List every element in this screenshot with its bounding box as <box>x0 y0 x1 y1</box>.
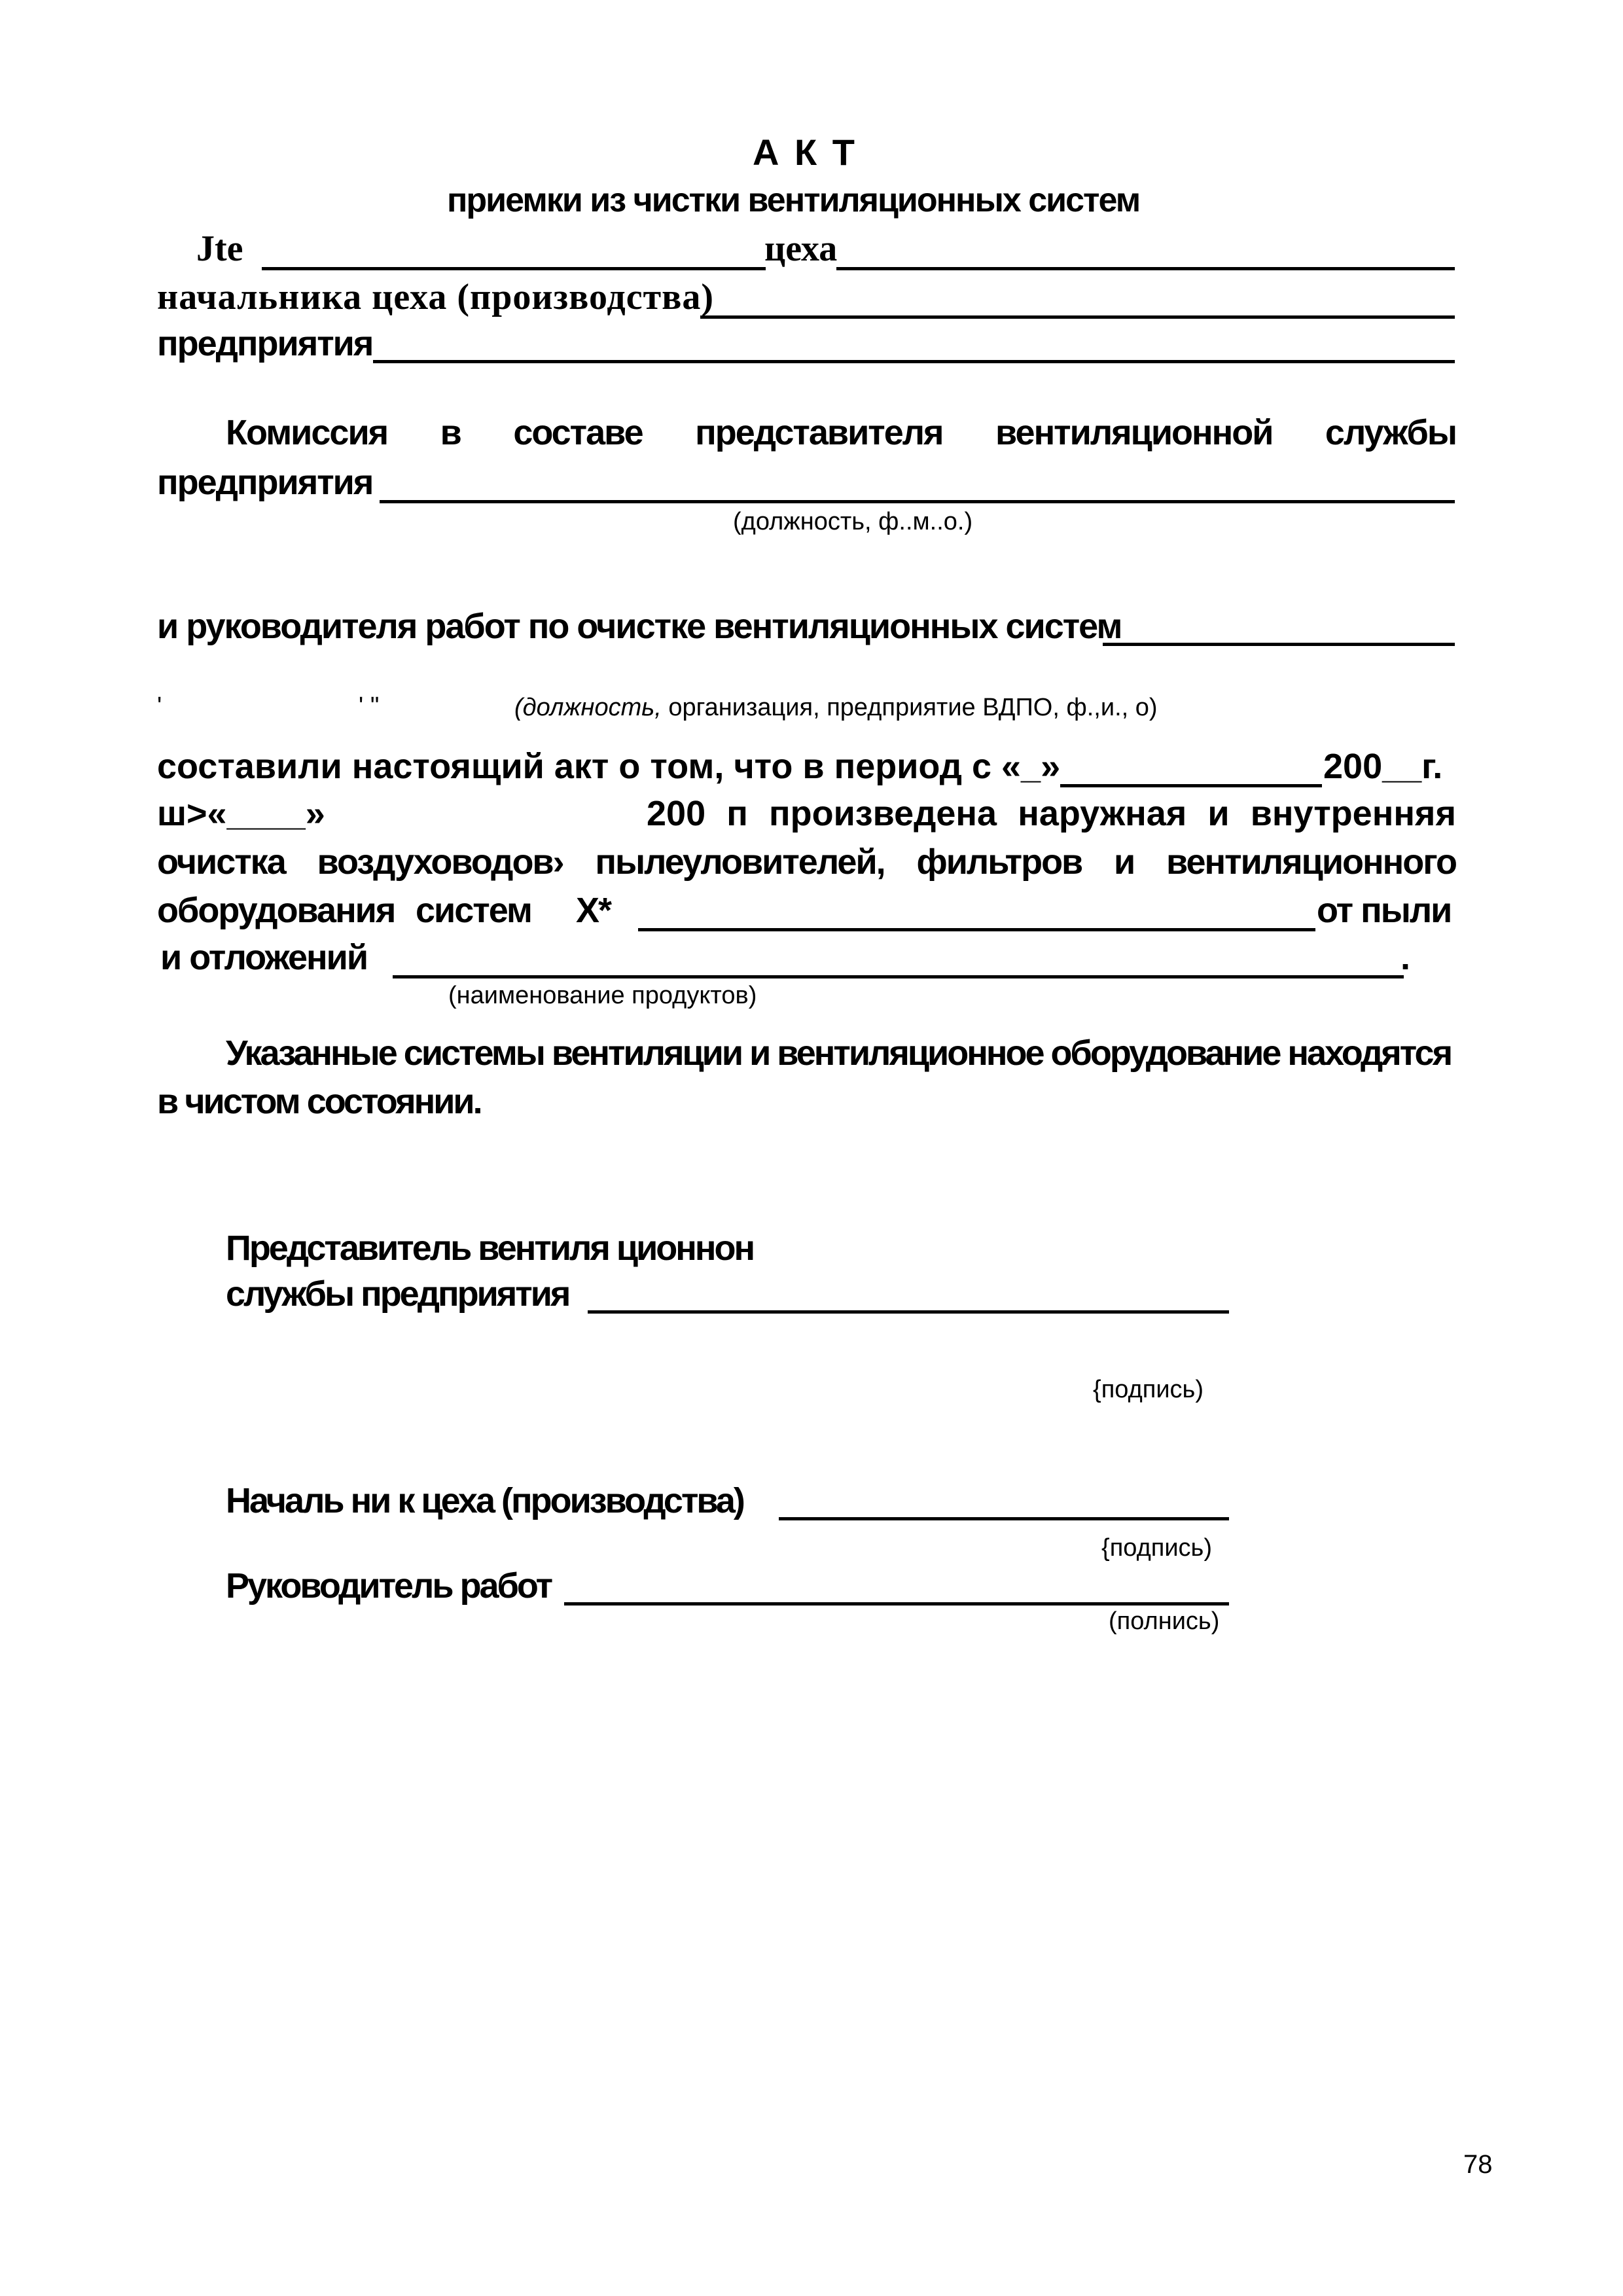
stray-mark: ' <box>157 692 162 720</box>
representative-title-1: Представитель вентиля ционнон <box>226 1229 754 1268</box>
supervisor-line <box>1103 643 1455 646</box>
period-word: систем <box>416 891 531 930</box>
period-row-3 <box>157 842 1456 882</box>
period-word: и <box>1207 794 1230 833</box>
period-word: воздуховодов› <box>317 842 563 882</box>
workshop-line <box>836 267 1455 270</box>
document-subtitle: приемки из чистки вентиляционных систем <box>447 181 1140 219</box>
commission-word: представителя <box>695 413 943 452</box>
supervisor-label: и руководителя работ по очистке вентиляционных систем <box>157 607 1122 646</box>
chief-signature-label: Началь ни к цеха (производства) <box>226 1481 743 1520</box>
period-word: п <box>726 794 748 833</box>
period-row-2 <box>647 793 1456 834</box>
statement-line-1: Указанные системы вентиляции и вентиляционное оборудование находятся <box>226 1033 1452 1073</box>
deposits-label: и отложений <box>160 938 368 977</box>
chief-header-line <box>700 315 1455 319</box>
workshop-number-line <box>262 267 766 270</box>
commission-word: вентиляционной <box>995 413 1273 452</box>
period-word: пылеуловителей, <box>595 842 885 882</box>
enterprise-header-line <box>373 360 1455 363</box>
representative-signature-caption: {подпись) <box>1093 1376 1204 1403</box>
chief-header-label: начальника цеха (производства) <box>157 277 714 317</box>
commission-word: в <box>440 413 461 452</box>
period-word: произведена <box>768 794 997 833</box>
commission-word: службы <box>1325 413 1456 452</box>
lead-signature-caption: (полнись) <box>1109 1607 1220 1635</box>
period-start-line <box>1060 784 1322 787</box>
position-caption: (должность, ф..м..о.) <box>733 508 973 535</box>
workshop-label: цеха <box>764 228 838 269</box>
stray-mark: ' " <box>359 692 380 720</box>
period-start-year: 200__г. <box>1323 747 1443 786</box>
system-label: X* <box>576 891 611 930</box>
period-word: 200 <box>647 794 706 833</box>
lead-signature-line <box>564 1602 1229 1605</box>
period-text: составили настоящий акт о том, что в период с «_» <box>157 747 1061 786</box>
deposits-line <box>393 975 1404 978</box>
system-line <box>638 928 1315 931</box>
lead-signature-label: Руководитель работ <box>226 1566 552 1605</box>
enterprise-header-label: предприятия <box>157 324 373 363</box>
statement-line-2: в чистом состоянии. <box>157 1082 481 1121</box>
chief-signature-line <box>779 1517 1229 1520</box>
organization-caption-italic: (должность, <box>514 694 662 721</box>
commission-word: Комиссия <box>226 413 388 452</box>
chief-signature-caption: {подпись) <box>1101 1534 1212 1562</box>
organization-caption-rest: организация, предприятие ВДПО, ф.,и., о) <box>661 694 1158 721</box>
dust-label: от пыли <box>1317 891 1452 930</box>
workshop-number-label: Jte <box>196 228 243 269</box>
period-word: вентиляционного <box>1166 842 1456 882</box>
representative-title-2: службы предприятия <box>226 1274 569 1314</box>
organization-caption <box>514 694 1158 722</box>
enterprise-label: предприятия <box>157 463 373 502</box>
period-word: очистка <box>157 842 285 882</box>
representative-line <box>380 500 1455 503</box>
period-word: и <box>1114 842 1135 882</box>
page-number: 78 <box>1463 2150 1493 2179</box>
period-word: внутренняя <box>1250 794 1456 833</box>
commission-word: составе <box>513 413 643 452</box>
document-title: А К Т <box>753 132 857 173</box>
period-word: оборудования <box>157 891 395 930</box>
period-word: наружная <box>1018 794 1187 833</box>
products-caption: (наименование продуктов) <box>448 982 757 1009</box>
commission-row <box>226 412 1456 453</box>
deposits-period: . <box>1400 938 1410 977</box>
period-word: фильтров <box>916 842 1082 882</box>
representative-signature-line <box>588 1310 1229 1314</box>
period-end-date: ш>«____» <box>157 794 325 833</box>
